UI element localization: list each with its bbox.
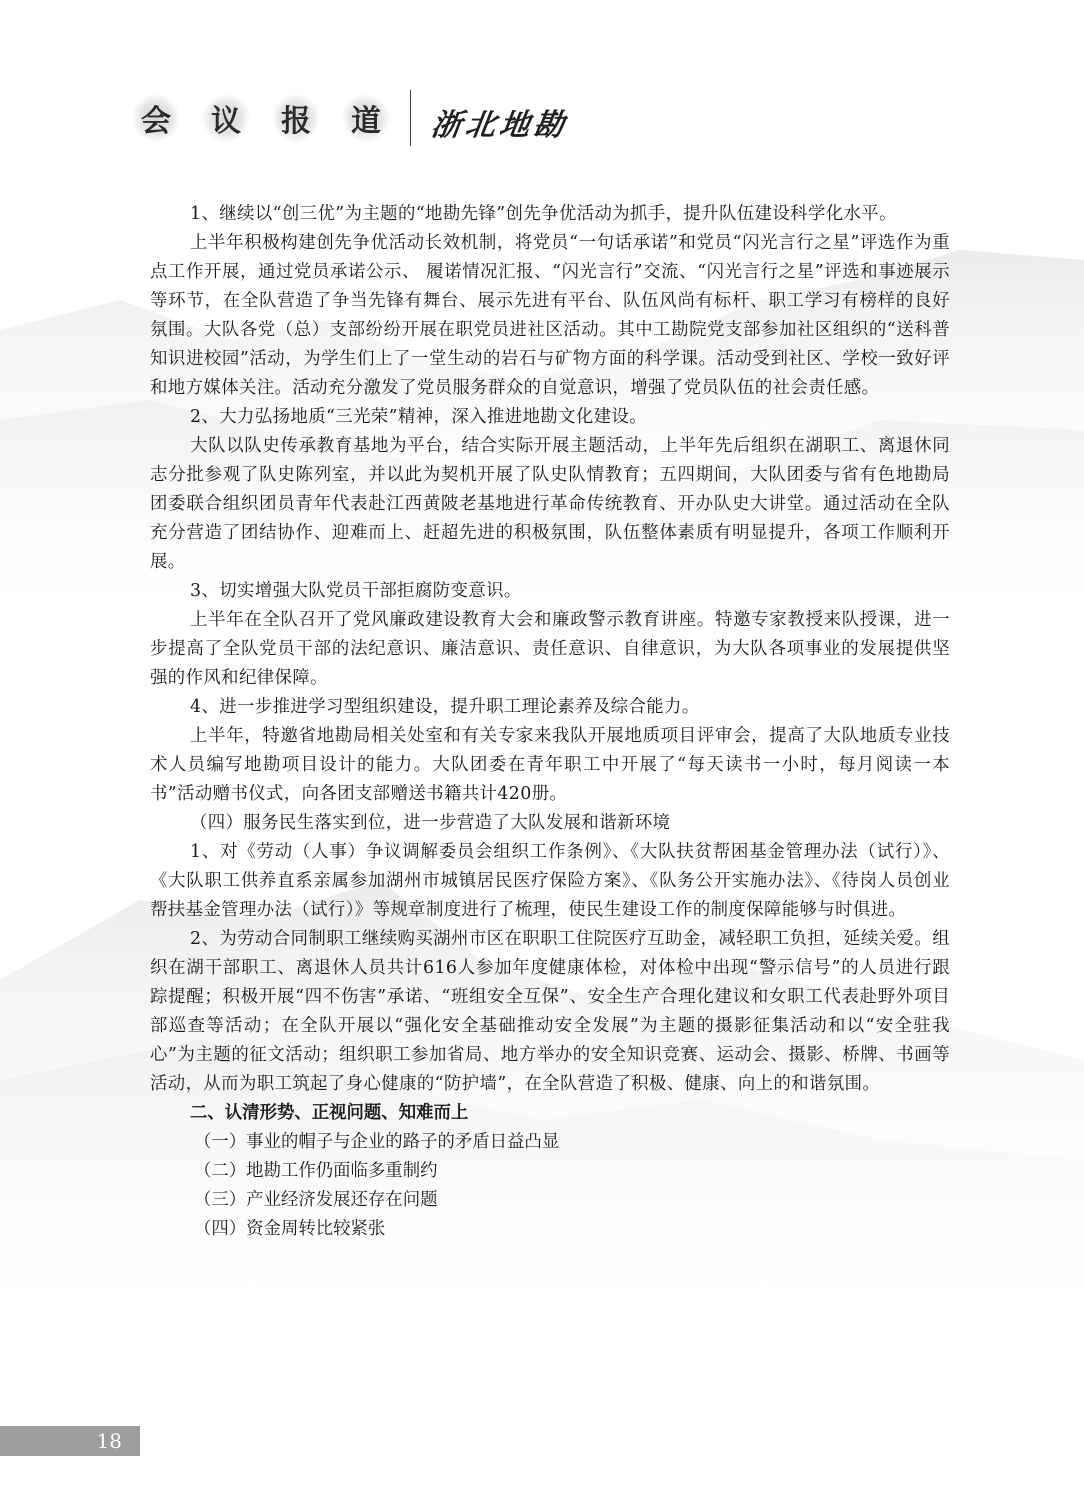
header-divider bbox=[410, 90, 411, 146]
sub-item: （三）产业经济发展还存在问题 bbox=[194, 1190, 438, 1210]
sub-item: （四）资金周转比较紧张 bbox=[194, 1219, 386, 1239]
paragraph: 1、对《劳动（人事）争议调解委员会组织工作条例》、《大队扶贫帮困基金管理办法（试行）》、《大队职工供养直系亲属参加湖州市城镇居民医疗保险方案》、《队务公开实施办法》、《待岗人员创业帮扶基金管理办法（试行）》等规章制度进行了梳理，使民生建设工作的制度保障能够与时俱进。 bbox=[150, 842, 950, 920]
paragraph: 1、继续以“创三优”为主题的“地勘先锋”创先争优活动为抓手，提升队伍建设科学化水平。 bbox=[190, 204, 897, 224]
paragraph: 上半年积极构建创先争优活动长效机制，将党员“一句话承诺”和党员“闪光言行之星”评选作为重点工作开展，通过党员承诺公示、 履诺情况汇报、“闪光言行”交流、“闪光言行之星”评选和事迹展示等环节，在全队营造了争当先锋有舞台、展示先进有平台、队伍风尚有标杆、职工学习有榜样的良好氛围。大队各党（总）支部纷纷开展在职党员进社区活动。其中工勘院党支部参加社区组织的“送科普知识进校园”活动，为学生们上了一堂生动的岩石与矿物方面的科学课。活动受到社区、学校一致好评和地方媒体关注。活动充分激发了党员服务群众的自觉意识，增强了党员队伍的社会责任感。 bbox=[150, 233, 950, 398]
article-body bbox=[150, 200, 950, 1244]
paragraph: 上半年在全队召开了党风廉政建设教育大会和廉政警示教育讲座。特邀专家教授来队授课，进一步提高了全队党员干部的法纪意识、廉洁意识、责任意识、自律意识，为大队各项事业的发展提供坚强的作风和纪律保障。 bbox=[150, 610, 950, 688]
sub-item: （二）地勘工作仍面临多重制约 bbox=[194, 1161, 438, 1181]
paragraph: 上半年，特邀省地勘局相关处室和有关专家来我队开展地质项目评审会，提高了大队地质专业技术人员编写地勘项目设计的能力。大队团委在青年职工中开展了“每天读书一小时，每月阅读一本书”活动赠书仪式，向各团支部赠送书籍共计420册。 bbox=[150, 726, 950, 804]
header-char-2: 议 bbox=[202, 94, 250, 142]
section-heading: 二、认清形势、正视问题、知难而上 bbox=[190, 1103, 469, 1123]
header-char-1: 会 bbox=[132, 94, 180, 142]
header-char-3: 报 bbox=[272, 94, 320, 142]
paragraph: 2、大力弘扬地质“三光荣”精神，深入推进地勘文化建设。 bbox=[190, 407, 648, 427]
page-number: 18 bbox=[0, 1426, 140, 1456]
paragraph: （四）服务民生落实到位，进一步营造了大队发展和谐新环境 bbox=[190, 813, 671, 833]
header-char-4: 道 bbox=[342, 94, 390, 142]
paragraph: 4、进一步推进学习型组织建设，提升职工理论素养及综合能力。 bbox=[190, 697, 700, 717]
section-header bbox=[132, 88, 592, 148]
sub-item: （一）事业的帽子与企业的路子的矛盾日益凸显 bbox=[194, 1132, 560, 1152]
paragraph: 2、为劳动合同制职工继续购买湖州市区在职职工住院医疗互助金，减轻职工负担，延续关爱。组织在湖干部职工、离退休人员共计616人参加年度健康体检，对体检中出现“警示信号”的人员进行跟踪提醒；积极开展“四不伤害”承诺、“班组安全互保”、安全生产合理化建议和女职工代表赴野外项目部巡查等活动；在全队开展以“强化安全基础推动安全发展”为主题的摄影征集活动和以“安全驻我心”为主题的征文活动；组织职工参加省局、地方举办的安全知识竞赛、运动会、摄影、桥牌、书画等活动，从而为职工筑起了身心健康的“防护墙”，在全队营造了积极、健康、向上的和谐氛围。 bbox=[150, 929, 950, 1094]
paragraph: 大队以队史传承教育基地为平台，结合实际开展主题活动，上半年先后组织在湖职工、离退休同志分批参观了队史陈列室，并以此为契机开展了队史队情教育；五四期间，大队团委与省有色地勘局团委联合组织团员青年代表赴江西黄陂老基地进行革命传统教育、开办队史大讲堂。通过活动在全队充分营造了团结协作、迎难而上、赶超先进的积极氛围，队伍整体素质有明显提升，各项工作顺利开展。 bbox=[150, 436, 950, 572]
paragraph: 3、切实增强大队党员干部拒腐防变意识。 bbox=[190, 581, 522, 601]
header-brand: 浙北地勘 bbox=[429, 108, 570, 143]
